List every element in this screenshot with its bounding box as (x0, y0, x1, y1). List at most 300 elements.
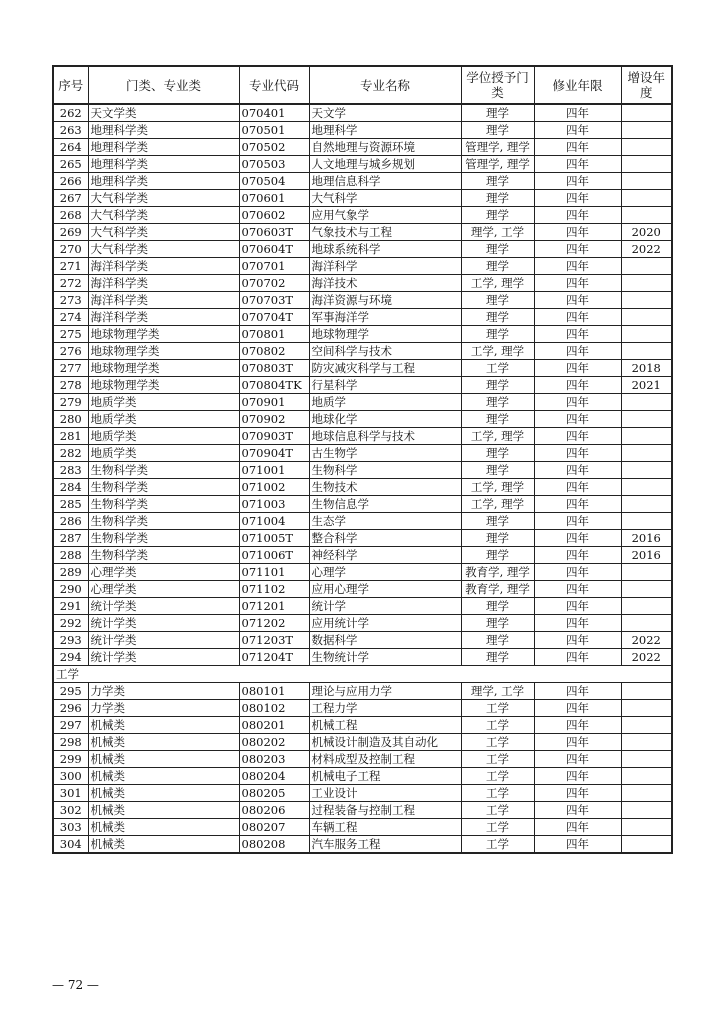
cell-seq: 283 (53, 462, 88, 479)
cell-degree: 理学 (461, 258, 534, 275)
table-row (53, 445, 672, 462)
cell-code: 070801 (239, 326, 309, 343)
table-row (53, 156, 672, 173)
cell-years: 四年 (534, 785, 621, 802)
cell-degree: 理学 (461, 394, 534, 411)
cell-seq: 268 (53, 207, 88, 224)
cell-name: 材料成型及控制工程 (309, 751, 461, 768)
cell-years: 四年 (534, 122, 621, 139)
cell-added-year (621, 785, 672, 802)
cell-code: 070802 (239, 343, 309, 360)
cell-added-year (621, 156, 672, 173)
cell-seq: 262 (53, 104, 88, 122)
cell-added-year (621, 734, 672, 751)
cell-seq: 292 (53, 615, 88, 632)
cell-added-year: 2022 (621, 649, 672, 666)
cell-category: 统计学类 (88, 598, 239, 615)
cell-category: 地球物理学类 (88, 360, 239, 377)
cell-name: 军事海洋学 (309, 309, 461, 326)
cell-category: 大气科学类 (88, 241, 239, 258)
cell-added-year (621, 190, 672, 207)
cell-seq: 275 (53, 326, 88, 343)
cell-code: 070604T (239, 241, 309, 258)
cell-degree: 理学 (461, 326, 534, 343)
cell-added-year (621, 292, 672, 309)
cell-name: 地质学 (309, 394, 461, 411)
cell-name: 应用气象学 (309, 207, 461, 224)
cell-code: 070804TK (239, 377, 309, 394)
table-row (53, 139, 672, 156)
cell-name: 防灾减灾科学与工程 (309, 360, 461, 377)
header-name: 专业名称 (309, 66, 461, 104)
cell-seq: 281 (53, 428, 88, 445)
cell-added-year (621, 479, 672, 496)
cell-added-year (621, 139, 672, 156)
cell-code: 070902 (239, 411, 309, 428)
cell-years: 四年 (534, 564, 621, 581)
table-row (53, 513, 672, 530)
cell-years: 四年 (534, 309, 621, 326)
cell-category: 力学类 (88, 683, 239, 700)
cell-name: 地理科学 (309, 122, 461, 139)
cell-seq: 289 (53, 564, 88, 581)
cell-code: 080207 (239, 819, 309, 836)
cell-seq: 288 (53, 547, 88, 564)
cell-category: 地质学类 (88, 411, 239, 428)
cell-degree: 理学 (461, 292, 534, 309)
cell-degree: 理学, 工学 (461, 683, 534, 700)
table-row (53, 343, 672, 360)
cell-name: 机械设计制造及其自动化 (309, 734, 461, 751)
table-row (53, 547, 672, 564)
cell-code: 071002 (239, 479, 309, 496)
table-row (53, 377, 672, 394)
cell-years: 四年 (534, 207, 621, 224)
cell-code: 070601 (239, 190, 309, 207)
cell-category: 海洋科学类 (88, 275, 239, 292)
table-row (53, 598, 672, 615)
cell-seq: 295 (53, 683, 88, 700)
table-row (53, 241, 672, 258)
cell-degree: 工学 (461, 785, 534, 802)
cell-name: 应用心理学 (309, 581, 461, 598)
section-label: 工学 (53, 666, 672, 683)
cell-name: 自然地理与资源环境 (309, 139, 461, 156)
cell-name: 应用统计学 (309, 615, 461, 632)
cell-seq: 286 (53, 513, 88, 530)
table-row (53, 258, 672, 275)
table-row (53, 768, 672, 785)
cell-name: 汽车服务工程 (309, 836, 461, 854)
table-row (53, 683, 672, 700)
cell-years: 四年 (534, 411, 621, 428)
table-row (53, 173, 672, 190)
cell-years: 四年 (534, 836, 621, 854)
cell-code: 080101 (239, 683, 309, 700)
table-body-science (53, 104, 672, 666)
cell-years: 四年 (534, 802, 621, 819)
cell-name: 生态学 (309, 513, 461, 530)
cell-added-year (621, 683, 672, 700)
cell-seq: 300 (53, 768, 88, 785)
table-row (53, 394, 672, 411)
cell-name: 天文学 (309, 104, 461, 122)
cell-years: 四年 (534, 581, 621, 598)
cell-code: 071202 (239, 615, 309, 632)
table-row (53, 581, 672, 598)
table-row (53, 292, 672, 309)
cell-degree: 理学 (461, 207, 534, 224)
cell-code: 071101 (239, 564, 309, 581)
cell-seq: 299 (53, 751, 88, 768)
cell-added-year (621, 122, 672, 139)
cell-years: 四年 (534, 156, 621, 173)
cell-seq: 271 (53, 258, 88, 275)
cell-years: 四年 (534, 734, 621, 751)
cell-seq: 303 (53, 819, 88, 836)
cell-degree: 管理学, 理学 (461, 139, 534, 156)
cell-name: 整合科学 (309, 530, 461, 547)
cell-code: 071005T (239, 530, 309, 547)
cell-name: 行星科学 (309, 377, 461, 394)
cell-code: 070703T (239, 292, 309, 309)
cell-seq: 279 (53, 394, 88, 411)
cell-code: 071203T (239, 632, 309, 649)
cell-years: 四年 (534, 360, 621, 377)
page-number: — 72 — (52, 978, 99, 992)
table-row (53, 479, 672, 496)
cell-years: 四年 (534, 224, 621, 241)
table-row (53, 411, 672, 428)
cell-name: 生物科学 (309, 462, 461, 479)
cell-added-year: 2022 (621, 632, 672, 649)
cell-years: 四年 (534, 496, 621, 513)
table-row (53, 615, 672, 632)
cell-added-year (621, 173, 672, 190)
cell-category: 地球物理学类 (88, 343, 239, 360)
cell-seq: 263 (53, 122, 88, 139)
table-row (53, 360, 672, 377)
cell-added-year (621, 819, 672, 836)
cell-name: 地理信息科学 (309, 173, 461, 190)
cell-degree: 理学 (461, 513, 534, 530)
table-row (53, 309, 672, 326)
cell-seq: 270 (53, 241, 88, 258)
cell-category: 机械类 (88, 768, 239, 785)
cell-category: 机械类 (88, 819, 239, 836)
cell-code: 070503 (239, 156, 309, 173)
cell-code: 071201 (239, 598, 309, 615)
cell-seq: 277 (53, 360, 88, 377)
cell-years: 四年 (534, 394, 621, 411)
cell-code: 080204 (239, 768, 309, 785)
cell-seq: 290 (53, 581, 88, 598)
cell-category: 大气科学类 (88, 224, 239, 241)
cell-years: 四年 (534, 598, 621, 615)
table-row (53, 104, 672, 122)
cell-degree: 工学 (461, 717, 534, 734)
table-row (53, 496, 672, 513)
header-degree: 学位授予门类 (461, 66, 534, 104)
cell-seq: 269 (53, 224, 88, 241)
cell-seq: 302 (53, 802, 88, 819)
cell-name: 理论与应用力学 (309, 683, 461, 700)
cell-category: 地理科学类 (88, 139, 239, 156)
cell-category: 海洋科学类 (88, 258, 239, 275)
cell-added-year: 2016 (621, 547, 672, 564)
cell-category: 机械类 (88, 734, 239, 751)
cell-added-year (621, 343, 672, 360)
cell-code: 080201 (239, 717, 309, 734)
cell-category: 统计学类 (88, 649, 239, 666)
cell-category: 生物科学类 (88, 530, 239, 547)
cell-category: 地理科学类 (88, 173, 239, 190)
cell-added-year (621, 598, 672, 615)
cell-category: 机械类 (88, 785, 239, 802)
cell-category: 地球物理学类 (88, 326, 239, 343)
cell-name: 人文地理与城乡规划 (309, 156, 461, 173)
cell-name: 心理学 (309, 564, 461, 581)
cell-added-year (621, 309, 672, 326)
cell-degree: 理学 (461, 104, 534, 122)
cell-years: 四年 (534, 173, 621, 190)
cell-seq: 304 (53, 836, 88, 854)
cell-degree: 理学 (461, 377, 534, 394)
cell-years: 四年 (534, 292, 621, 309)
cell-name: 气象技术与工程 (309, 224, 461, 241)
table-row (53, 649, 672, 666)
cell-degree: 工学 (461, 819, 534, 836)
cell-name: 过程装备与控制工程 (309, 802, 461, 819)
cell-added-year (621, 802, 672, 819)
cell-code: 070502 (239, 139, 309, 156)
cell-code: 071003 (239, 496, 309, 513)
cell-added-year (621, 428, 672, 445)
cell-seq: 280 (53, 411, 88, 428)
cell-degree: 工学 (461, 768, 534, 785)
cell-years: 四年 (534, 819, 621, 836)
cell-category: 地质学类 (88, 394, 239, 411)
cell-degree: 工学 (461, 751, 534, 768)
cell-years: 四年 (534, 683, 621, 700)
header-seq: 序号 (53, 66, 88, 104)
cell-years: 四年 (534, 700, 621, 717)
cell-category: 地理科学类 (88, 156, 239, 173)
cell-degree: 工学 (461, 802, 534, 819)
cell-code: 070501 (239, 122, 309, 139)
cell-code: 070901 (239, 394, 309, 411)
cell-seq: 298 (53, 734, 88, 751)
cell-category: 海洋科学类 (88, 309, 239, 326)
table-row (53, 751, 672, 768)
cell-name: 工业设计 (309, 785, 461, 802)
cell-years: 四年 (534, 632, 621, 649)
cell-years: 四年 (534, 513, 621, 530)
cell-seq: 274 (53, 309, 88, 326)
cell-code: 080208 (239, 836, 309, 854)
cell-seq: 267 (53, 190, 88, 207)
cell-seq: 285 (53, 496, 88, 513)
cell-added-year: 2021 (621, 377, 672, 394)
cell-years: 四年 (534, 547, 621, 564)
cell-degree: 教育学, 理学 (461, 581, 534, 598)
cell-code: 080102 (239, 700, 309, 717)
cell-degree: 理学 (461, 122, 534, 139)
table-row (53, 836, 672, 854)
cell-degree: 理学, 工学 (461, 224, 534, 241)
cell-degree: 理学 (461, 241, 534, 258)
cell-degree: 理学 (461, 615, 534, 632)
cell-category: 心理学类 (88, 581, 239, 598)
cell-category: 地质学类 (88, 445, 239, 462)
table-row (53, 530, 672, 547)
cell-seq: 278 (53, 377, 88, 394)
cell-category: 生物科学类 (88, 496, 239, 513)
cell-degree: 理学 (461, 649, 534, 666)
table-row (53, 785, 672, 802)
table-row (53, 700, 672, 717)
cell-category: 机械类 (88, 717, 239, 734)
cell-years: 四年 (534, 326, 621, 343)
cell-category: 生物科学类 (88, 479, 239, 496)
table-row (53, 190, 672, 207)
cell-name: 海洋技术 (309, 275, 461, 292)
table-row (53, 564, 672, 581)
cell-seq: 301 (53, 785, 88, 802)
cell-code: 070903T (239, 428, 309, 445)
cell-seq: 296 (53, 700, 88, 717)
cell-added-year (621, 513, 672, 530)
cell-seq: 287 (53, 530, 88, 547)
table-row (53, 275, 672, 292)
cell-seq: 272 (53, 275, 88, 292)
cell-name: 统计学 (309, 598, 461, 615)
cell-years: 四年 (534, 462, 621, 479)
cell-name: 海洋科学 (309, 258, 461, 275)
cell-code: 070803T (239, 360, 309, 377)
cell-added-year (621, 104, 672, 122)
cell-added-year (621, 768, 672, 785)
cell-degree: 教育学, 理学 (461, 564, 534, 581)
cell-code: 070704T (239, 309, 309, 326)
cell-category: 统计学类 (88, 632, 239, 649)
table-row (53, 462, 672, 479)
cell-years: 四年 (534, 768, 621, 785)
cell-added-year (621, 751, 672, 768)
cell-degree: 工学 (461, 360, 534, 377)
cell-category: 生物科学类 (88, 513, 239, 530)
cell-degree: 管理学, 理学 (461, 156, 534, 173)
cell-code: 071102 (239, 581, 309, 598)
cell-category: 统计学类 (88, 615, 239, 632)
cell-category: 地球物理学类 (88, 377, 239, 394)
cell-degree: 理学 (461, 309, 534, 326)
cell-added-year: 2020 (621, 224, 672, 241)
cell-years: 四年 (534, 428, 621, 445)
cell-seq: 265 (53, 156, 88, 173)
cell-code: 071001 (239, 462, 309, 479)
cell-degree: 理学 (461, 190, 534, 207)
cell-degree: 理学 (461, 530, 534, 547)
cell-name: 车辆工程 (309, 819, 461, 836)
header-added-year: 增设年度 (621, 66, 672, 104)
cell-years: 四年 (534, 445, 621, 462)
cell-category: 机械类 (88, 802, 239, 819)
cell-added-year (621, 394, 672, 411)
cell-code: 080205 (239, 785, 309, 802)
cell-degree: 工学 (461, 700, 534, 717)
cell-code: 070401 (239, 104, 309, 122)
table-row (53, 632, 672, 649)
cell-added-year (621, 462, 672, 479)
cell-added-year: 2016 (621, 530, 672, 547)
cell-added-year (621, 564, 672, 581)
cell-name: 生物技术 (309, 479, 461, 496)
cell-added-year (621, 496, 672, 513)
table-row (53, 224, 672, 241)
cell-degree: 理学 (461, 547, 534, 564)
cell-category: 海洋科学类 (88, 292, 239, 309)
cell-category: 大气科学类 (88, 207, 239, 224)
cell-code: 070504 (239, 173, 309, 190)
table-section (53, 666, 672, 683)
cell-added-year (621, 836, 672, 854)
cell-degree: 工学, 理学 (461, 428, 534, 445)
section-row (53, 666, 672, 683)
cell-added-year (621, 717, 672, 734)
cell-category: 生物科学类 (88, 462, 239, 479)
cell-added-year (621, 411, 672, 428)
cell-name: 生物信息学 (309, 496, 461, 513)
cell-seq: 284 (53, 479, 88, 496)
cell-category: 大气科学类 (88, 190, 239, 207)
header-code: 专业代码 (239, 66, 309, 104)
cell-years: 四年 (534, 343, 621, 360)
cell-added-year (621, 615, 672, 632)
cell-category: 机械类 (88, 751, 239, 768)
cell-years: 四年 (534, 377, 621, 394)
cell-years: 四年 (534, 258, 621, 275)
cell-added-year (621, 700, 672, 717)
cell-degree: 理学 (461, 411, 534, 428)
cell-seq: 297 (53, 717, 88, 734)
cell-seq: 266 (53, 173, 88, 190)
cell-name: 机械工程 (309, 717, 461, 734)
cell-degree: 理学 (461, 462, 534, 479)
table-row (53, 122, 672, 139)
cell-degree: 工学 (461, 836, 534, 854)
cell-added-year (621, 326, 672, 343)
cell-code: 070602 (239, 207, 309, 224)
cell-name: 生物统计学 (309, 649, 461, 666)
cell-name: 古生物学 (309, 445, 461, 462)
cell-name: 工程力学 (309, 700, 461, 717)
cell-name: 大气科学 (309, 190, 461, 207)
cell-seq: 264 (53, 139, 88, 156)
cell-added-year: 2022 (621, 241, 672, 258)
cell-seq: 276 (53, 343, 88, 360)
cell-seq: 273 (53, 292, 88, 309)
cell-degree: 理学 (461, 445, 534, 462)
cell-years: 四年 (534, 649, 621, 666)
cell-degree: 工学 (461, 734, 534, 751)
cell-code: 080202 (239, 734, 309, 751)
cell-code: 071006T (239, 547, 309, 564)
cell-category: 心理学类 (88, 564, 239, 581)
cell-degree: 工学, 理学 (461, 479, 534, 496)
cell-code: 070702 (239, 275, 309, 292)
cell-degree: 工学, 理学 (461, 343, 534, 360)
